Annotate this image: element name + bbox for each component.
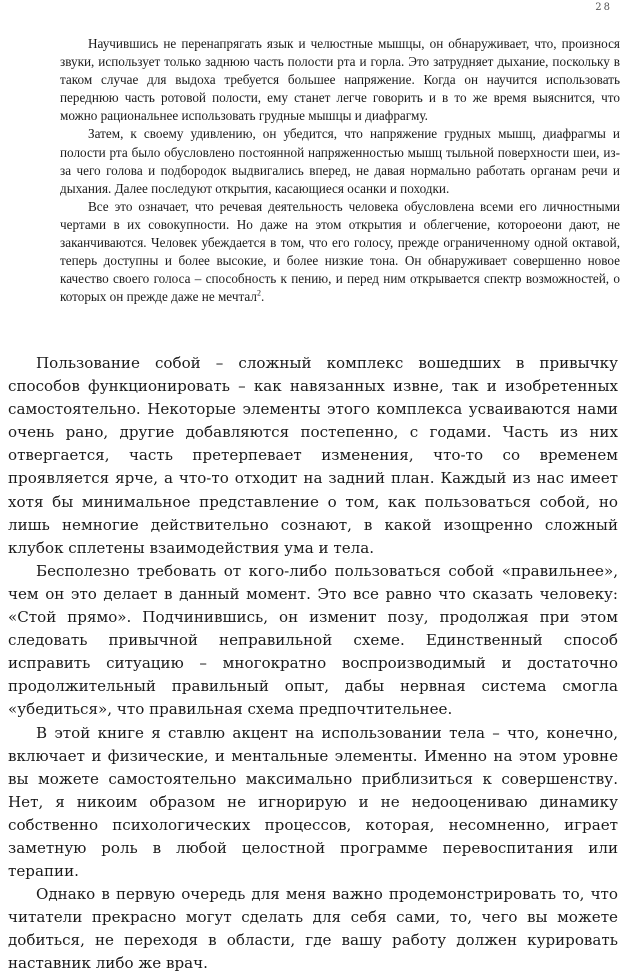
quote-paragraph: Затем, к своему удивлению, он убедится, что напряжение грудных мышц, диафрагмы и полости рта было обусловлено постоянной напряженностью мышц тыльной поверхности шеи, из-за чего голова и подбородок выдвигались вперед, не давая нормально работать органам речи и дыхания. Далее последуют открытия, касающиеся осанки и походки.: [60, 126, 620, 196]
footnote-marker: 2: [256, 288, 261, 298]
body-text: [8, 352, 618, 976]
quote-paragraph: [60, 198, 620, 307]
body-paragraph: Бесполезно требовать от кого-либо пользоваться собой «правильнее», чем он это делает в данный момент. Это все равно что сказать человеку: «Стой прямо». Подчинившись, он изменит позу, продолжая при этом следовать привычной неправильной схеме. Единственный способ исправить ситуацию – многократно воспроизводимый и достаточно продолжительный правильный опыт, дабы нервная система смогла «убедиться», что правильная схема предпочтительнее.: [8, 561, 618, 719]
page-number: 28: [595, 2, 612, 13]
quoted-passage: [60, 35, 620, 306]
quote-end-punctuation: .: [260, 289, 265, 305]
quote-paragraph: Научившись не перенапрягать язык и челюстные мышцы, он обнаруживает, что, произнося звуки, использует только заднюю часть полости рта и горла. Это затрудняет дыхание, поскольку в таком случае для выдоха требуется большее напряжение. Когда он научится использовать переднюю часть ротовой полости, ему станет легче говорить и в то же время выяснится, что можно рациональнее использовать грудные мышцы и диафрагму.: [60, 36, 620, 124]
body-paragraph: Пользование собой – сложный комплекс вошедших в привычку способов функционировать – как навязанных извне, так и изобретенных самостоятельно. Некоторые элементы этого комплекса усваиваются нами очень рано, другие добавляются постепенно, с годами. Часть из них отвергается, часть претерпевает изменения, что-то со временем проявляется ярче, а что-то отходит на задний план. Каждый из нас имеет хотя бы минимальное представление о том, как пользоваться собой, но лишь немногие действительно сознают, в какой изощренно сложный клубок сплетены взаимодействия ума и тела.: [8, 354, 618, 557]
quote-paragraph-text: Все это означает, что речевая деятельность человека обусловлена всеми его личностными чертами в их совокупности. Но даже на этом открытия и облегчение, котороеони дают, не заканчиваются. Человек убеждается в том, что его голосу, прежде ограниченному одной октавой, теперь доступны и более высокие, и более низкие тона. Он обнаруживает совершенно новое качество своего голоса – способность к пению, и перед ним открывается спектр возможностей, о которых он прежде даже не мечтал: [60, 198, 620, 305]
body-paragraph: В этой книге я ставлю акцент на использовании тела – что, конечно, включает и физические, и ментальные элементы. Именно на этом уровне вы можете самостоятельно максимально приблизиться к совершенству. Нет, я никоим образом не игнорирую и не недооцениваю динамику собственно психологических процессов, которая, несомненно, играет заметную роль в любой целостной программе перевоспитания или терапии.: [8, 723, 618, 881]
body-paragraph: Однако в первую очередь для меня важно продемонстрировать то, что читатели прекрасно могут сделать для себя сами, то, чего вы можете добиться, не переходя в области, где вашу работу должен курировать наставник либо же врач.: [8, 885, 618, 973]
